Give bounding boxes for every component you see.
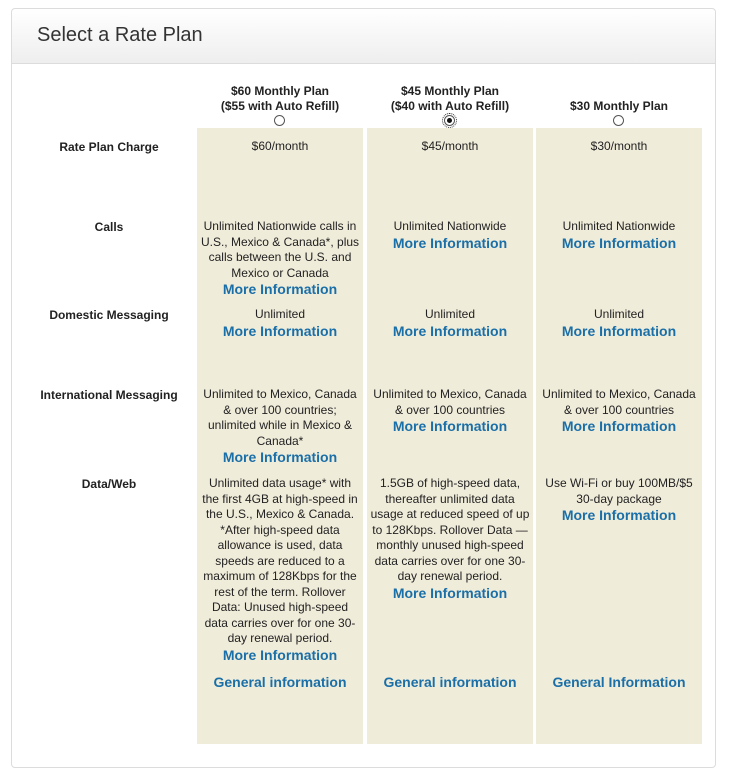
general-information-link-30[interactable]: General Information (552, 674, 686, 690)
cell-domestic-45 (370, 307, 530, 340)
cell-text: Unlimited (254, 307, 305, 321)
row-label-rate-plan-charge: Rate Plan Charge (59, 140, 159, 154)
general-information-link-45[interactable]: General information (383, 674, 517, 690)
row-label-international-messaging: International Messaging (40, 388, 178, 402)
more-information-link[interactable]: More Information (561, 322, 677, 339)
cell-text: $60/month (251, 139, 309, 153)
cell-text: Unlimited data usage* with the first 4GB at high-speed in the U.S., Mexico & Canada. *After high-speed data allowance is used, data speeds are reduced to a maximum of 128Kbps for the rest of the term. Rollover Data: Unused high-speed data carries over for one 30-day renewal period. (202, 476, 358, 645)
cell-text: Unlimited to Mexico, Canada & over 100 countries; unlimited while in Mexico & Canada* (203, 387, 357, 448)
cell-text: Use Wi-Fi or buy 100MB/$5 30-day package (545, 476, 693, 506)
cell-text: 1.5GB of high-speed data, thereafter unlimited data usage at reduced speed of up to 128Kbps. Rollover Data — monthly unused high-speed data carries over for one 30-day renewal period. (370, 476, 530, 583)
plan-name: $60 Monthly Plan (230, 84, 330, 98)
row-label-calls: Calls (94, 220, 124, 234)
more-information-link[interactable]: More Information (392, 418, 508, 434)
cell-text: Unlimited (593, 307, 644, 321)
more-information-link[interactable]: More Information (392, 322, 508, 339)
cell-domestic-60 (200, 307, 360, 340)
plan-header-30 (536, 99, 702, 114)
cell-text: Unlimited (424, 307, 475, 321)
cell-calls-60 (200, 219, 360, 298)
cell-data-30 (539, 476, 699, 524)
plan-radio-45[interactable] (444, 115, 455, 126)
cell-data-60 (200, 476, 360, 664)
plan-subtitle: ($40 with Auto Refill) (390, 99, 510, 113)
cell-text: Unlimited Nationwide calls in U.S., Mexico & Canada*, plus calls between the U.S. and Mexico or Canada (200, 219, 360, 280)
cell-text: Unlimited to Mexico, Canada & over 100 countries (542, 387, 696, 417)
cell-domestic-30 (539, 307, 699, 340)
cell-rate-45 (370, 139, 530, 155)
cell-international-45 (370, 387, 530, 435)
cell-international-30 (539, 387, 699, 435)
panel-title: Select a Rate Plan (37, 24, 203, 46)
row-label-domestic-messaging: Domestic Messaging (49, 308, 169, 322)
plan-header-60 (197, 84, 363, 114)
plan-radio-30[interactable] (613, 115, 624, 126)
panel-header (12, 9, 715, 64)
plan-header-45 (367, 84, 533, 114)
plan-name: $45 Monthly Plan (400, 84, 500, 98)
cell-text: Unlimited Nationwide (393, 219, 507, 233)
more-information-link[interactable]: More Information (561, 234, 677, 251)
row-label-data-web: Data/Web (81, 477, 137, 491)
cell-text: $30/month (590, 139, 648, 153)
general-information-link-60[interactable]: General information (213, 674, 347, 690)
cell-rate-60 (200, 139, 360, 155)
more-information-link[interactable]: More Information (392, 234, 508, 251)
plan-subtitle: ($55 with Auto Refill) (220, 99, 340, 113)
cell-text: Unlimited Nationwide (562, 219, 676, 233)
cell-international-60 (200, 387, 360, 466)
more-information-link[interactable]: More Information (222, 646, 338, 663)
more-information-link[interactable]: More Information (222, 449, 338, 465)
cell-rate-30 (539, 139, 699, 155)
more-information-link[interactable]: More Information (561, 507, 677, 523)
cell-text: Unlimited to Mexico, Canada & over 100 countries (373, 387, 527, 417)
cell-calls-30 (539, 219, 699, 252)
more-information-link[interactable]: More Information (222, 322, 338, 339)
cell-calls-45 (370, 219, 530, 252)
more-information-link[interactable]: More Information (222, 281, 338, 297)
more-information-link[interactable]: More Information (561, 418, 677, 434)
cell-text: $45/month (421, 139, 479, 153)
plan-name: $30 Monthly Plan (569, 99, 669, 113)
more-information-link[interactable]: More Information (392, 584, 508, 601)
cell-data-45 (370, 476, 530, 602)
plan-radio-60[interactable] (274, 115, 285, 126)
